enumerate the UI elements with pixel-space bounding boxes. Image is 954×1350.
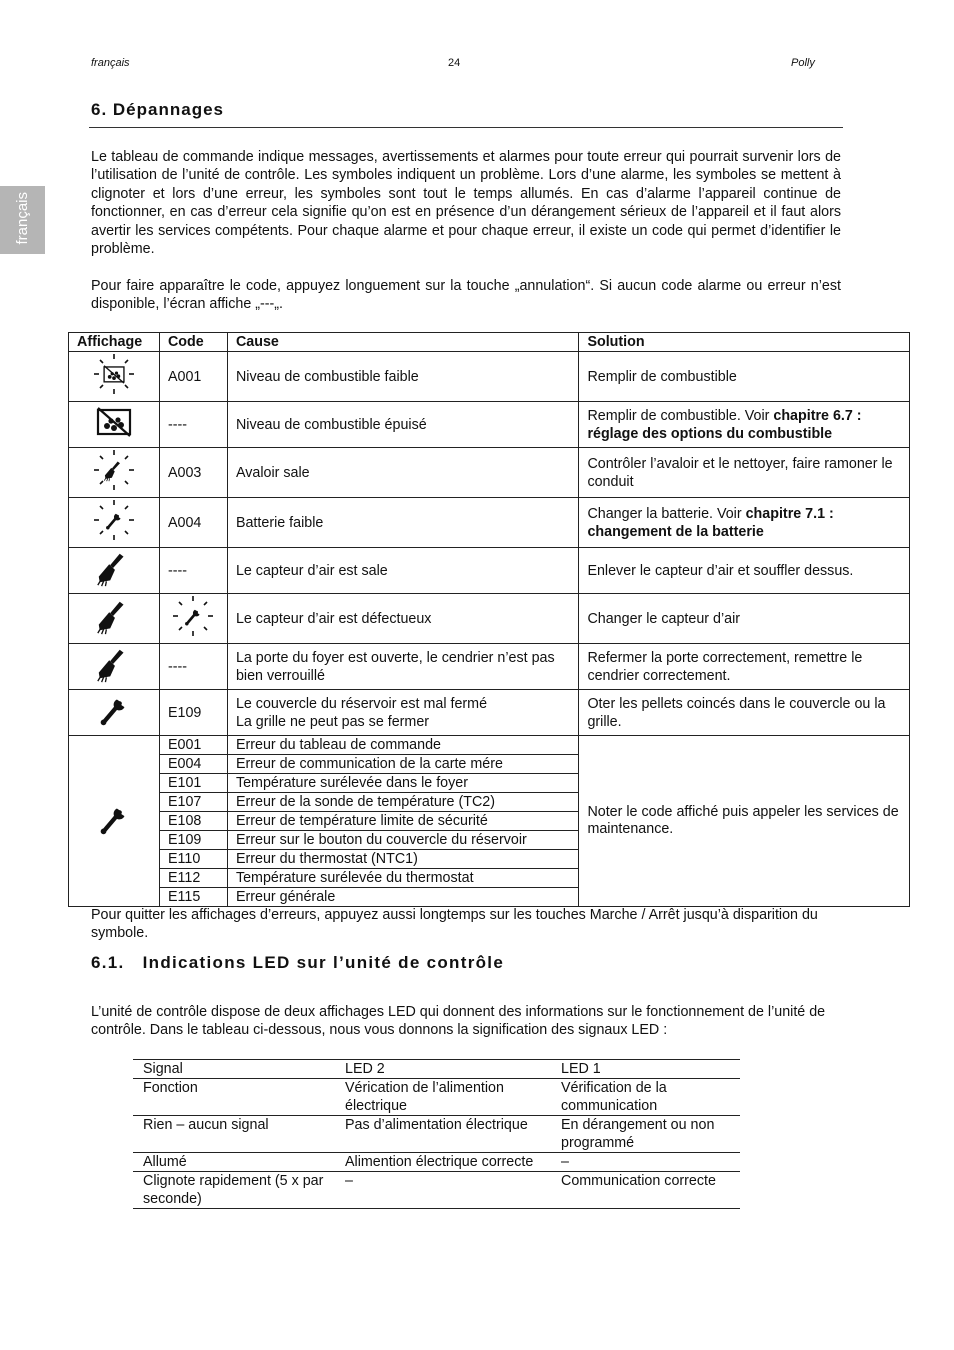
table-row (133, 1172, 740, 1209)
table-row (69, 644, 910, 690)
led-signal: Rien – aucun signal (133, 1116, 335, 1153)
led-signal: Clignote rapidement (5 x par seconde) (133, 1172, 335, 1209)
side-tab-label: français (14, 192, 31, 245)
table-row (69, 548, 910, 594)
fuel-blinking-icon (93, 353, 135, 395)
row-code: E107 (159, 793, 227, 812)
row-cause (227, 690, 579, 736)
table-row (69, 352, 910, 402)
led-signal: Fonction (133, 1079, 335, 1116)
row-solution: Enlever le capteur d’air et souffler dessus. (579, 548, 910, 594)
header-code: Code (159, 333, 227, 352)
subsection-title: 6.1. Indications LED sur l’unité de contrôle (91, 953, 505, 972)
led-header-led2: LED 2 (335, 1060, 551, 1079)
cause-line: Le couvercle du réservoir est mal fermé (235, 695, 488, 712)
table-row (133, 1153, 740, 1172)
table-row (69, 402, 910, 448)
row-solution: Oter les pellets coincés dans le couvercle ou la grille. (579, 690, 910, 736)
exit-paragraph: Pour quitter les affichages d’erreurs, appuyez aussi longtemps sur les touches Marche / Arrêt jusqu’à disparition du symbole. (91, 907, 818, 942)
row-code: E001 (159, 736, 227, 755)
row-cause: Le capteur d’air est défectueux (227, 594, 579, 644)
row-code: ---- (159, 548, 227, 594)
title-divider (89, 127, 843, 128)
led1-value: – (551, 1153, 740, 1172)
row-solution: Contrôler l’avaloir et le nettoyer, faire ramoner le conduit (579, 448, 910, 498)
header-product: Polly (791, 57, 815, 69)
group-solution: Noter le code affiché puis appeler les services de maintenance. (579, 736, 910, 907)
header-display: Affichage (69, 333, 160, 352)
row-code: A001 (159, 352, 227, 402)
led2-value: Vérication de l’alimention électrique (335, 1079, 551, 1116)
led-signal: Allumé (133, 1153, 335, 1172)
wrench-blinking-icon (93, 499, 135, 541)
wrench-icon (94, 799, 134, 839)
row-code: A003 (159, 448, 227, 498)
row-solution: Remplir de combustible (579, 352, 910, 402)
table-row (69, 448, 910, 498)
fuel-empty-icon (93, 402, 135, 442)
row-code: E115 (159, 888, 227, 907)
led1-value: Communication correcte (551, 1172, 740, 1209)
row-cause: Température surélevée du thermostat (227, 869, 579, 888)
wrench-blinking-icon (172, 595, 214, 637)
led2-value: Pas d’alimentation électrique (335, 1116, 551, 1153)
row-code: A004 (159, 498, 227, 548)
header-solution: Solution (579, 333, 910, 352)
brush-icon (94, 644, 134, 684)
solution-chapter-ref: chapitre 7.1 : changement de la batterie (587, 505, 834, 540)
page-number: 24 (448, 57, 461, 69)
error-table (68, 332, 910, 907)
brush-icon (94, 548, 134, 588)
cause-line: La grille ne peut pas se fermer (235, 713, 430, 730)
row-solution (579, 402, 910, 448)
table-row (69, 736, 910, 755)
header-language: français (91, 57, 130, 69)
table-row (133, 1079, 740, 1116)
led-paragraph: L’unité de contrôle dispose de deux affichages LED qui donnent des informations sur le fonctionnement de l’unité de contrôle. Dans le tableau ci-dessous, nous vous donnons la signification des signaux LED : (91, 1004, 826, 1039)
solution-chapter-ref: chapitre 6.7 : réglage des options du combustible (587, 407, 862, 442)
row-cause: Température surélevée dans le foyer (227, 774, 579, 793)
row-solution: Changer le capteur d’air (579, 594, 910, 644)
intro-paragraph: Le tableau de commande indique messages, avertissements et alarmes pour toute erreur qui pourrait survenir lors de l’utilisation de l’unité de contrôle. Les symboles indiquent un problème. Lors d’une alarme, les symboles se mettent à clignoter et lors d’une erreur, les symboles sont tout le temps allumés. En cas d’alarme l’appareil continue de fonctionner, en cas d’erreur cela signifie qu’on est en présence d’un dérangement sérieux de l’appareil et il faut alors avertir les services compétents. Pour chaque alarme et pour chaque erreur, il existe un code qui permet d’identifier le problème. (91, 149, 841, 258)
row-solution: Refermer la porte correctement, remettre le cendrier correctement. (579, 644, 910, 690)
row-code: E112 (159, 869, 227, 888)
row-code: E110 (159, 850, 227, 869)
solution-text: Remplir de combustible. Voir (587, 407, 774, 424)
led1-value: Vérification de la communication (551, 1079, 740, 1116)
error-table-header (69, 333, 910, 352)
row-cause: Erreur de la sonde de température (TC2) (227, 793, 579, 812)
row-cause: Niveau de combustible épuisé (227, 402, 579, 448)
row-cause: Batterie faible (227, 498, 579, 548)
row-cause: Erreur du thermostat (NTC1) (227, 850, 579, 869)
row-code: ---- (159, 644, 227, 690)
row-cause: Erreur de communication de la carte mére (227, 755, 579, 774)
row-solution (579, 498, 910, 548)
row-code: E101 (159, 774, 227, 793)
brush-blinking-icon (93, 449, 135, 491)
row-code: E004 (159, 755, 227, 774)
row-cause: Avaloir sale (227, 448, 579, 498)
row-cause: Niveau de combustible faible (227, 352, 579, 402)
led2-value: Alimention électrique correcte (335, 1153, 551, 1172)
table-row (69, 594, 910, 644)
led-header-led1: LED 1 (551, 1060, 740, 1079)
row-code: E109 (159, 690, 227, 736)
led-table-header (133, 1060, 740, 1079)
table-row (133, 1116, 740, 1153)
row-cause: Erreur du tableau de commande (227, 736, 579, 755)
led1-value: En dérangement ou non programmé (551, 1116, 740, 1153)
code-paragraph: Pour faire apparaître le code, appuyez longuement sur la touche „annulation“. Si aucun code alarme ou erreur n’est disponible, l’écran affiche „---„. (91, 278, 841, 313)
table-row (69, 690, 910, 736)
led-table (133, 1059, 740, 1209)
header-cause: Cause (227, 333, 579, 352)
row-cause: Erreur générale (227, 888, 579, 907)
row-cause: Erreur de température limite de sécurité (227, 812, 579, 831)
brush-icon (94, 596, 134, 636)
led-header-signal: Signal (133, 1060, 335, 1079)
section-title: 6. Dépannages (91, 100, 224, 119)
row-cause: Le capteur d’air est sale (227, 548, 579, 594)
row-cause: La porte du foyer est ouverte, le cendrier n’est pas bien verrouillé (227, 644, 579, 690)
row-code: E108 (159, 812, 227, 831)
led2-value: – (335, 1172, 551, 1209)
language-side-tab (0, 186, 45, 254)
solution-text: Changer la batterie. Voir (587, 505, 746, 522)
row-code: E109 (159, 831, 227, 850)
row-code: ---- (159, 402, 227, 448)
table-row (69, 498, 910, 548)
wrench-icon (94, 690, 134, 730)
row-cause: Erreur sur le bouton du couvercle du réservoir (227, 831, 579, 850)
